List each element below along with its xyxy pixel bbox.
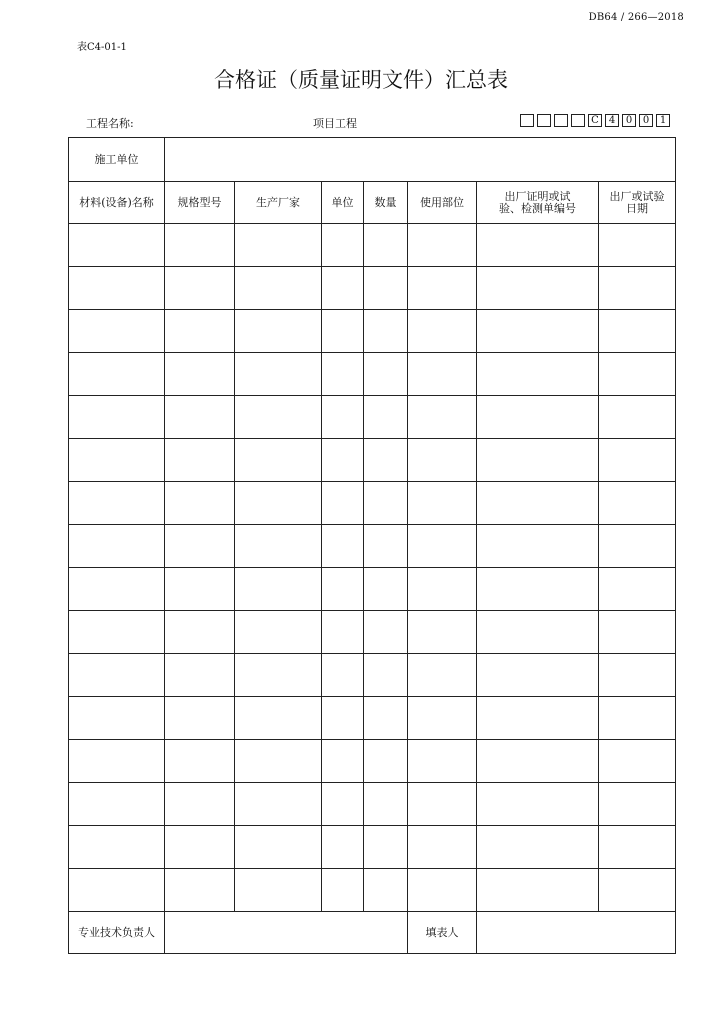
table-cell[interactable] [235, 869, 322, 912]
table-cell[interactable] [477, 396, 599, 439]
table-cell[interactable] [364, 783, 408, 826]
table-cell[interactable] [69, 353, 165, 396]
table-cell[interactable] [599, 740, 676, 783]
table-row [69, 654, 676, 697]
table-cell[interactable] [599, 310, 676, 353]
table-cell[interactable] [364, 826, 408, 869]
project-name-value[interactable]: 项目工程 [313, 117, 357, 130]
table-cell[interactable] [322, 396, 364, 439]
table-cell[interactable] [69, 783, 165, 826]
table-cell[interactable] [235, 482, 322, 525]
table-cell[interactable] [322, 697, 364, 740]
table-cell[interactable] [364, 396, 408, 439]
table-cell[interactable] [165, 439, 235, 482]
table-cell[interactable] [477, 525, 599, 568]
table-cell[interactable] [408, 439, 477, 482]
table-cell[interactable] [69, 654, 165, 697]
table-cell[interactable] [322, 525, 364, 568]
table-cell[interactable] [322, 267, 364, 310]
table-cell[interactable] [69, 439, 165, 482]
document-code-boxes [520, 114, 670, 127]
table-row [69, 740, 676, 783]
table-cell[interactable] [408, 697, 477, 740]
table-cell[interactable] [364, 869, 408, 912]
table-cell[interactable] [165, 568, 235, 611]
table-cell[interactable] [477, 482, 599, 525]
table-cell[interactable] [599, 568, 676, 611]
table-cell[interactable] [165, 783, 235, 826]
table-cell[interactable] [322, 568, 364, 611]
page-title: 合格证（质量证明文件）汇总表 [214, 68, 508, 92]
table-cell[interactable] [408, 568, 477, 611]
table-cell[interactable] [364, 740, 408, 783]
table-row [69, 267, 676, 310]
table-cell[interactable] [408, 740, 477, 783]
filler-label: 填表人 [408, 912, 477, 954]
table-cell[interactable] [322, 310, 364, 353]
col-header-usage-location: 使用部位 [408, 182, 477, 224]
col-header-spec-model: 规格型号 [165, 182, 235, 224]
col-header-certificate-number: 出厂证明或试 验、检测单编号 [477, 182, 599, 224]
table-cell[interactable] [165, 654, 235, 697]
table-cell[interactable] [364, 697, 408, 740]
code-box: 0 [622, 114, 636, 127]
table-cell[interactable] [364, 439, 408, 482]
table-cell[interactable] [322, 740, 364, 783]
table-cell[interactable] [477, 310, 599, 353]
table-cell[interactable] [235, 568, 322, 611]
standard-code: DB64 / 266—2018 [588, 12, 684, 23]
code-box[interactable] [554, 114, 568, 127]
table-cell[interactable] [322, 611, 364, 654]
table-cell[interactable] [477, 353, 599, 396]
table-cell[interactable] [477, 654, 599, 697]
table-row [69, 224, 676, 267]
table-cell[interactable] [364, 224, 408, 267]
table-cell[interactable] [599, 439, 676, 482]
table-cell[interactable] [69, 869, 165, 912]
table-cell[interactable] [408, 224, 477, 267]
table-cell[interactable] [408, 869, 477, 912]
table-cell[interactable] [69, 568, 165, 611]
code-box: C [588, 114, 602, 127]
col-header-material-name: 材料(设备)名称 [69, 182, 165, 224]
table-cell[interactable] [477, 697, 599, 740]
table-cell[interactable] [364, 482, 408, 525]
table-cell[interactable] [235, 740, 322, 783]
table-row [69, 525, 676, 568]
table-cell[interactable] [477, 267, 599, 310]
col-header-quantity: 数量 [364, 182, 408, 224]
table-cell[interactable] [235, 439, 322, 482]
filler-signature-field[interactable] [477, 912, 676, 954]
table-cell[interactable] [69, 611, 165, 654]
table-cell[interactable] [322, 869, 364, 912]
table-cell[interactable] [599, 267, 676, 310]
table-cell[interactable] [69, 396, 165, 439]
code-box: 4 [605, 114, 619, 127]
table-cell[interactable] [235, 353, 322, 396]
table-cell[interactable] [322, 482, 364, 525]
table-cell[interactable] [165, 611, 235, 654]
table-row [69, 611, 676, 654]
table-cell[interactable] [364, 568, 408, 611]
table-cell[interactable] [235, 783, 322, 826]
table-cell[interactable] [69, 697, 165, 740]
table-cell[interactable] [477, 783, 599, 826]
table-cell[interactable] [599, 869, 676, 912]
table-cell[interactable] [165, 353, 235, 396]
table-cell[interactable] [69, 740, 165, 783]
table-cell[interactable] [408, 482, 477, 525]
table-cell[interactable] [408, 396, 477, 439]
construction-unit-field[interactable] [165, 138, 676, 182]
table-row [69, 568, 676, 611]
table-cell[interactable] [235, 396, 322, 439]
table-cell[interactable] [477, 826, 599, 869]
form-code: 表C4-01-1 [77, 42, 127, 53]
table-cell[interactable] [69, 482, 165, 525]
table-cell[interactable] [599, 697, 676, 740]
code-box: 1 [656, 114, 670, 127]
table-cell[interactable] [599, 224, 676, 267]
table-cell[interactable] [235, 525, 322, 568]
table-cell[interactable] [322, 783, 364, 826]
table-cell[interactable] [69, 267, 165, 310]
table-cell[interactable] [69, 525, 165, 568]
table-cell[interactable] [165, 869, 235, 912]
table-row [69, 783, 676, 826]
table-row [69, 439, 676, 482]
table-cell[interactable] [364, 353, 408, 396]
table-row [69, 482, 676, 525]
col-header-test-date: 出厂或试验 日期 [599, 182, 676, 224]
table-cell[interactable] [165, 267, 235, 310]
table-cell[interactable] [477, 740, 599, 783]
code-box[interactable] [520, 114, 534, 127]
table-cell[interactable] [165, 396, 235, 439]
table-cell[interactable] [408, 783, 477, 826]
table-cell[interactable] [69, 224, 165, 267]
table-cell[interactable] [599, 826, 676, 869]
table-cell[interactable] [477, 568, 599, 611]
code-box: 0 [639, 114, 653, 127]
table-cell[interactable] [69, 310, 165, 353]
table-cell[interactable] [408, 611, 477, 654]
table-cell[interactable] [364, 310, 408, 353]
table-row [69, 697, 676, 740]
table-cell[interactable] [235, 224, 322, 267]
table-cell[interactable] [599, 783, 676, 826]
table-cell[interactable] [235, 826, 322, 869]
table-cell[interactable] [322, 439, 364, 482]
table-cell[interactable] [235, 697, 322, 740]
table-row [69, 869, 676, 912]
table-cell[interactable] [322, 654, 364, 697]
code-box[interactable] [571, 114, 585, 127]
table-cell[interactable] [165, 740, 235, 783]
table-cell[interactable] [477, 869, 599, 912]
tech-lead-label: 专业技术负责人 [69, 912, 165, 954]
table-cell[interactable] [322, 224, 364, 267]
table-cell[interactable] [235, 267, 322, 310]
table-cell[interactable] [235, 654, 322, 697]
col-header-unit: 单位 [322, 182, 364, 224]
construction-unit-label: 施工单位 [69, 138, 165, 182]
table-cell[interactable] [599, 525, 676, 568]
table-cell[interactable] [364, 525, 408, 568]
table-cell[interactable] [477, 611, 599, 654]
col-header-manufacturer: 生产厂家 [235, 182, 322, 224]
table-cell[interactable] [408, 654, 477, 697]
project-name-label: 工程名称: [86, 117, 134, 130]
table-cell[interactable] [364, 611, 408, 654]
table-cell[interactable] [408, 267, 477, 310]
table-cell[interactable] [165, 826, 235, 869]
tech-lead-signature-field[interactable] [165, 912, 408, 954]
certificate-summary-table [68, 137, 676, 954]
code-box[interactable] [537, 114, 551, 127]
table-cell[interactable] [408, 310, 477, 353]
table-cell[interactable] [69, 826, 165, 869]
table-cell[interactable] [235, 611, 322, 654]
table-cell[interactable] [599, 654, 676, 697]
table-cell[interactable] [408, 353, 477, 396]
table-cell[interactable] [165, 224, 235, 267]
table-row [69, 353, 676, 396]
table-cell[interactable] [165, 310, 235, 353]
table-cell[interactable] [364, 654, 408, 697]
table-cell[interactable] [599, 396, 676, 439]
table-cell[interactable] [322, 353, 364, 396]
table-cell[interactable] [599, 353, 676, 396]
table-cell[interactable] [165, 525, 235, 568]
table-cell[interactable] [599, 611, 676, 654]
table-cell[interactable] [408, 826, 477, 869]
table-cell[interactable] [165, 482, 235, 525]
table-cell[interactable] [408, 525, 477, 568]
table-row [69, 396, 676, 439]
table-cell[interactable] [322, 826, 364, 869]
table-row [69, 310, 676, 353]
table-cell[interactable] [477, 224, 599, 267]
table-row [69, 826, 676, 869]
table-cell[interactable] [364, 267, 408, 310]
table-cell[interactable] [599, 482, 676, 525]
table-cell[interactable] [165, 697, 235, 740]
table-cell[interactable] [235, 310, 322, 353]
table-cell[interactable] [477, 439, 599, 482]
